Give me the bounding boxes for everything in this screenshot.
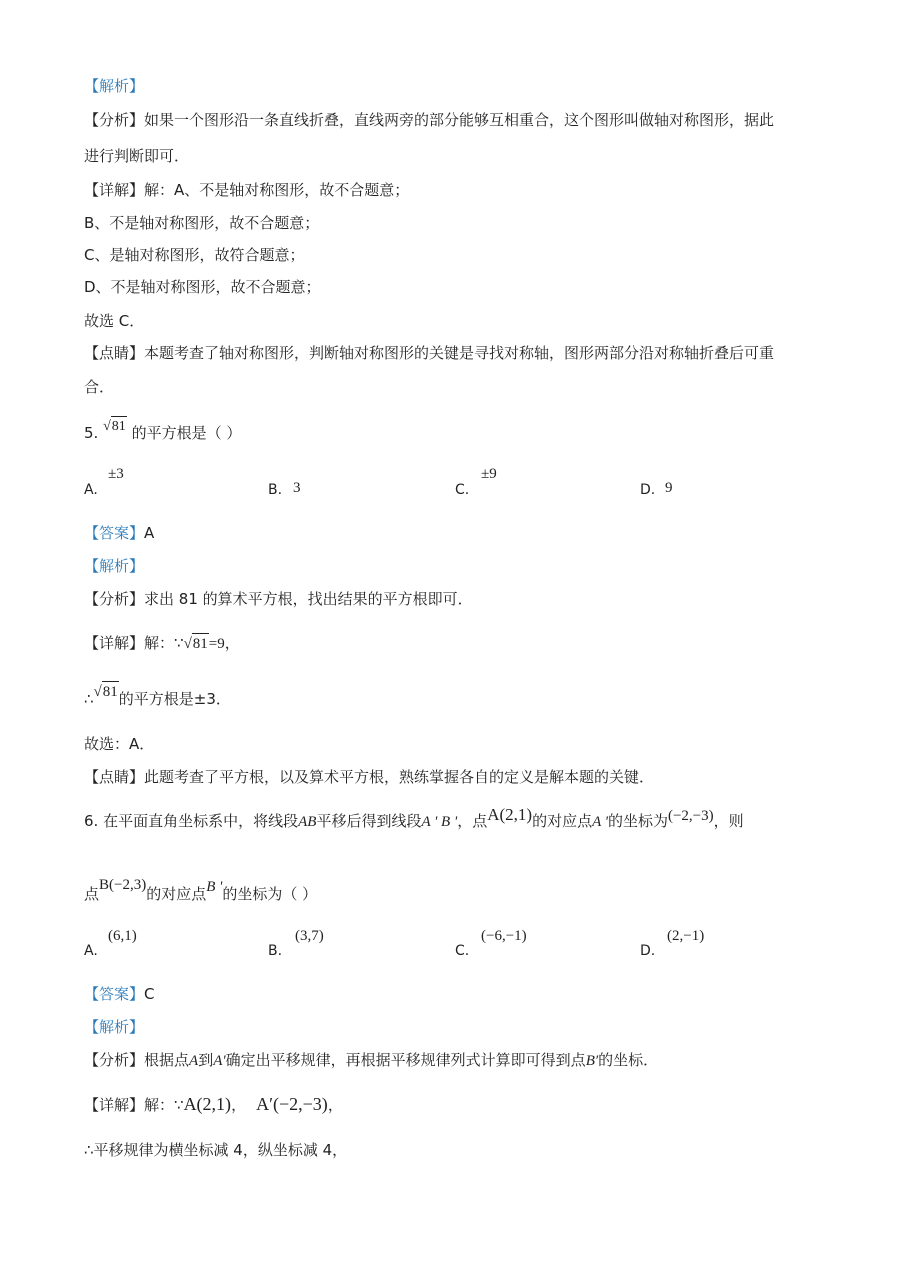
q6-xiangjie-tag: 【详解】	[84, 1096, 145, 1114]
q6-option-c-value: (−6,−1)	[481, 928, 527, 944]
q5-dianjing-text: 此题考查了平方根，以及算术平方根，熟练掌握各自的定义是解本题的关键．	[144, 768, 655, 786]
q5-answer-tag: 【答案】	[84, 524, 145, 542]
q5-sqrt-81: √81	[103, 416, 127, 437]
q4-xiangjie-line	[84, 180, 409, 200]
q4-dianjing-line-1	[84, 343, 774, 363]
q6-xiangjie-sep: ，	[231, 1096, 247, 1114]
q6-stem-1d: 的对应点	[532, 812, 593, 830]
q6-option-a-value: (6,1)	[108, 928, 137, 944]
q6-stem-1e: 的坐标为	[607, 812, 668, 830]
q6-xiangjie-a-prime: A′(−2,−3)	[256, 1094, 328, 1114]
q6-stem-1b: 平移后得到线段	[316, 812, 422, 830]
q5-therefore-radicand: 81	[102, 681, 119, 702]
q6-point-b: B(−2,3)	[99, 877, 147, 893]
q5-option-a-value: ±3	[108, 466, 124, 482]
q5-dianjing-tag: 【点睛】	[84, 768, 145, 786]
q6-option-c-label: C.	[455, 943, 470, 959]
q4-xiangjie-tag: 【详解】	[84, 181, 145, 199]
q6-xiangjie-line	[84, 1094, 343, 1115]
q5-radicand: 81	[111, 416, 127, 437]
q6-point-a: A(2,1)	[487, 805, 533, 824]
q6-option-b-value: (3,7)	[295, 928, 324, 944]
q5-xiangjie-pre: 解：∵	[144, 634, 184, 652]
q6-xiangjie-a: A(2,1)	[183, 1094, 232, 1114]
q6-option-b-label: B.	[268, 943, 283, 959]
q6-stem-1c: ，点	[457, 812, 488, 830]
q5-therefore-sqrt: √81	[94, 681, 119, 702]
q5-jiexi-heading: 【解析】	[84, 557, 145, 575]
q6-seg-ab-prime: A ' B '	[421, 814, 458, 830]
q4-guxuan: 故选 C．	[84, 312, 145, 330]
q5-option-b-value: 3	[293, 480, 301, 496]
q5-xiangjie-sqrt: √81	[184, 633, 209, 654]
q5-therefore-symbol: ∴	[84, 690, 94, 708]
q6-option-d-label: D.	[640, 943, 656, 959]
q6-fenxi-tag: 【分析】	[84, 1051, 145, 1069]
q4-line-c: C、是轴对称图形，故符合题意；	[84, 246, 305, 264]
q5-fenxi-tag: 【分析】	[84, 590, 145, 608]
q5-therefore-text: 的平方根是±3．	[118, 690, 231, 708]
q6-fenxi-b: 到	[198, 1051, 214, 1069]
q6-stem-line-2	[84, 877, 318, 905]
q6-fenxi-c: 确定出平移规律，再根据平移规律列式计算即可得到点	[225, 1051, 586, 1069]
q4-xiangjie-a: 解：A、不是轴对称图形，故不合题意；	[144, 181, 410, 199]
q4-fenxi-tag: 【分析】	[84, 111, 145, 129]
q6-number: 6.	[84, 812, 99, 830]
q6-stem-2b: 的对应点	[146, 885, 207, 903]
q4-fenxi-line-2: 进行判断即可．	[84, 147, 190, 165]
q4-fenxi-line-1	[84, 110, 774, 130]
q5-therefore-line	[84, 684, 231, 710]
q4-line-d: D、不是轴对称图形，故不合题意；	[84, 278, 321, 296]
q5-option-d-label: D.	[640, 482, 656, 498]
q5-option-b-label: B.	[268, 482, 283, 498]
q5-guxuan: 故选：A．	[84, 735, 155, 753]
q6-option-d-value: (2,−1)	[667, 928, 705, 944]
q4-dianjing-text-1: 本题考查了轴对称图形，判断轴对称图形的关键是寻找对称轴，图形两部分沿对称轴折叠后可重	[144, 344, 775, 362]
q5-fenxi-text: 求出 81 的算术平方根，找出结果的平方根即可．	[144, 590, 473, 608]
q5-option-c-value: ±9	[481, 466, 497, 482]
q6-answer-tag: 【答案】	[84, 985, 145, 1003]
q6-therefore-line: ∴平移规律为横坐标减 4，纵坐标减 4，	[84, 1141, 348, 1159]
q5-fenxi-line	[84, 589, 473, 609]
q5-xiangjie-post: =9，	[208, 636, 240, 652]
q4-line-b: B、不是轴对称图形，故不合题意；	[84, 214, 320, 232]
q6-a-prime-coord: (−2,−3)	[667, 808, 714, 824]
q6-stem-2c: 的坐标为（ ）	[222, 885, 318, 903]
q5-xiangjie-line	[84, 633, 240, 654]
q6-stem-2a: 点	[84, 885, 100, 903]
q5-answer-line	[84, 523, 154, 543]
q6-fenxi-line	[84, 1050, 658, 1071]
q6-stem-1a: 在平面直角坐标系中，将线段	[103, 812, 299, 830]
q6-answer-line	[84, 984, 155, 1004]
q6-fenxi-point-b-prime: B′	[585, 1053, 599, 1069]
q6-stem-1f: ，则	[713, 812, 744, 830]
q6-fenxi-d: 的坐标．	[598, 1051, 659, 1069]
q6-jiexi-heading: 【解析】	[84, 1018, 145, 1036]
q6-fenxi-point-a-prime: A′	[213, 1053, 226, 1069]
q5-number: 5.	[84, 424, 99, 442]
q5-stem	[84, 419, 242, 445]
q6-xiangjie-pre: 解：∵	[144, 1096, 184, 1114]
q5-answer-value: A	[144, 524, 155, 542]
q6-seg-ab: AB	[298, 814, 317, 830]
q5-option-a-label: A.	[84, 482, 98, 498]
q5-option-d-value: 9	[665, 480, 673, 496]
q6-fenxi-point-a: A	[189, 1053, 199, 1069]
q5-stem-text: 的平方根是（ ）	[131, 424, 242, 442]
q5-option-c-label: C.	[455, 482, 470, 498]
q4-dianjing-tag: 【点睛】	[84, 344, 145, 362]
q6-option-a-label: A.	[84, 943, 98, 959]
q5-xiangjie-tag: 【详解】	[84, 634, 145, 652]
q4-dianjing-line-2: 合．	[84, 378, 115, 396]
q6-answer-value: C	[144, 985, 155, 1003]
q6-a-prime: A '	[592, 814, 608, 830]
q5-dianjing-line	[84, 767, 654, 787]
q6-xiangjie-end: ，	[327, 1096, 343, 1114]
q6-stem-line-1	[84, 805, 744, 832]
q5-xiangjie-radicand: 81	[192, 633, 209, 654]
q6-b-prime: B '	[206, 879, 223, 895]
q4-jiexi-heading: 【解析】	[84, 77, 145, 95]
q4-fenxi-text-1: 如果一个图形沿一条直线折叠，直线两旁的部分能够互相重合，这个图形叫做轴对称图形，据此	[144, 111, 775, 129]
q6-fenxi-a: 根据点	[144, 1051, 190, 1069]
